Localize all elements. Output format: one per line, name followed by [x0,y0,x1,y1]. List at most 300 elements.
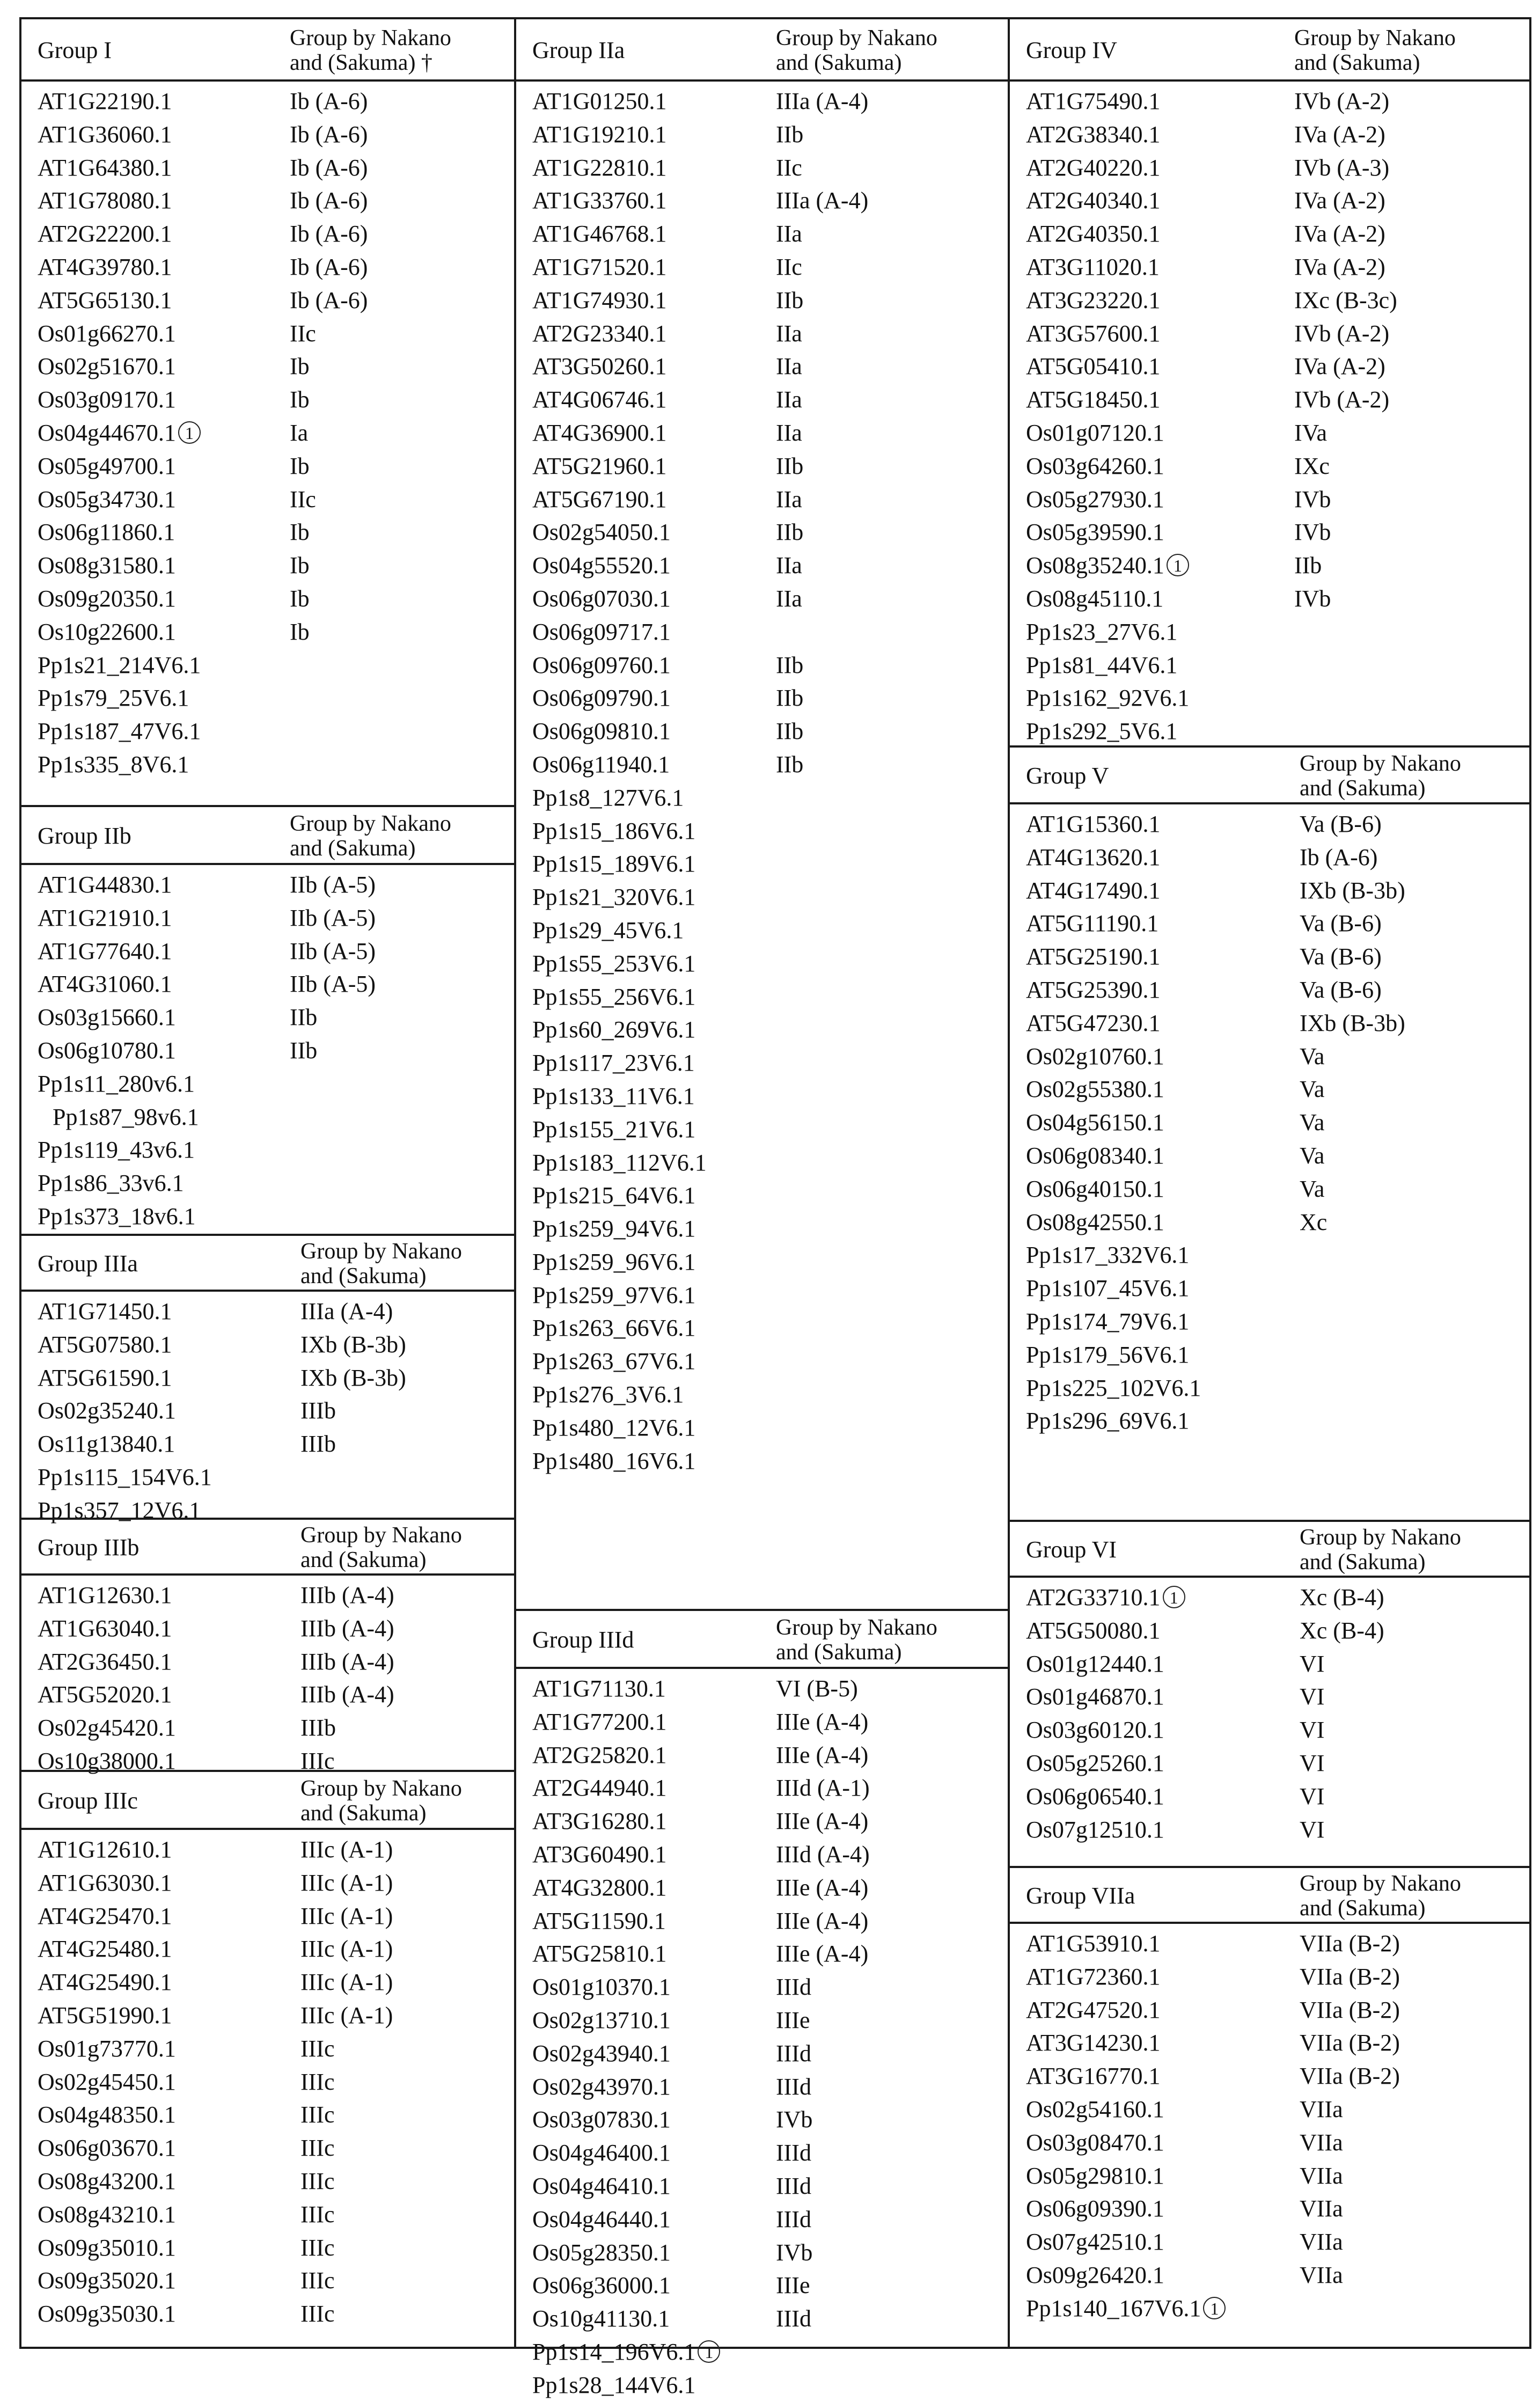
table-row [516,847,1008,881]
gene-id-text: AT3G11020.1 [1026,253,1160,280]
table-row [21,1167,514,1200]
table-row [516,1411,1008,1445]
group-rows [21,1830,514,2331]
gene-id-text: AT4G06746.1 [532,386,667,413]
column-header-nakano-sakuma [776,26,937,75]
table-row [1010,616,1531,649]
table-row [516,1080,1008,1113]
gene-id-text: AT1G21910.1 [38,904,172,931]
gene-id-text: Pp1s183_112V6.1 [532,1149,707,1176]
gene-id [1026,1139,1164,1173]
table-row [1010,1338,1531,1372]
table-row [1010,483,1531,516]
nakano-sakuma-group: IXc [1294,452,1330,479]
gene-id-text: Pp1s480_12V6.1 [532,1414,696,1441]
nakano-sakuma-group: IIIc [300,2068,335,2095]
group-rows [1010,1578,1531,1846]
column-header-nakano-sakuma [1300,1871,1461,1921]
gene-id [532,1771,667,1805]
nakano-sakuma-group: IIb [776,751,804,778]
gene-id [532,2236,671,2269]
table-row [516,450,1008,483]
gene-id-text: Pp1s263_66V6.1 [532,1315,696,1342]
nakano-sakuma-group: IIId (A-4) [776,1841,870,1868]
gene-id-text: Os06g06540.1 [1026,1783,1164,1810]
nakano-sakuma-group: IIIb [300,1431,336,1458]
column-header-line: and (Sakuma) † [290,50,432,75]
gene-id-text: AT5G65130.1 [38,287,172,313]
group-IIb-block [21,805,514,1233]
gene-id-text: Os06g09760.1 [532,651,671,678]
gene-id-text: Pp1s335_8V6.1 [38,751,189,778]
nakano-sakuma-group: IIIe (A-4) [776,1940,869,1967]
gene-id [38,2098,176,2132]
nakano-sakuma-group: IIIa (A-4) [776,187,869,214]
table-row [21,1579,514,1612]
column-header-nakano-sakuma [1294,26,1456,75]
table-row [516,815,1008,848]
gene-id [1026,2192,1164,2225]
nakano-sakuma-group: IIa [776,486,802,512]
table-row [516,151,1008,185]
gene-id [38,317,176,350]
gene-id-text: Pp1s179_56V6.1 [1026,1341,1190,1368]
gene-id [1026,841,1161,874]
gene-id-text: AT2G22200.1 [38,221,172,247]
gene-id [1026,808,1161,841]
gene-id-text: AT4G25470.1 [38,1902,172,1929]
gene-id [532,1871,667,1905]
gene-id-text: Os04g46400.1 [532,2140,671,2166]
nakano-sakuma-group: Ib (A-6) [290,88,368,114]
gene-id-text: Os09g35020.1 [38,2267,176,2294]
gene-id-text: AT4G39780.1 [38,253,172,280]
table-row [516,85,1008,118]
gene-id-text: AT1G01250.1 [532,88,667,114]
gene-id-text: Pp1s79_25V6.1 [38,685,189,712]
nakano-sakuma-group: IIIc [300,2267,335,2294]
group-header [1010,748,1531,804]
nakano-sakuma-group: VI [1300,1816,1325,1843]
gene-id-text: Pp1s60_269V6.1 [532,1016,696,1043]
gene-id-text: Pp1s17_332V6.1 [1026,1242,1190,1269]
table-row [516,184,1008,217]
table-row [516,1937,1008,1971]
gene-id-text: AT1G64380.1 [38,154,172,181]
table-row [516,317,1008,350]
gene-id [38,416,201,450]
gene-id-text: Pp1s14_196V6.1 [532,2338,696,2365]
gene-id [532,450,667,483]
gene-id-text: AT4G25490.1 [38,1969,172,1996]
table-row [1010,1647,1531,1681]
gene-id [532,85,667,118]
group-IIIc-block [21,1770,514,2331]
nakano-sakuma-group: IIIc [300,2167,335,2194]
nakano-sakuma-group: Ib (A-6) [290,154,368,181]
table-row [516,483,1008,516]
column-header-line: and (Sakuma) [300,1264,427,1288]
gene-id-text: Pp1s133_11V6.1 [532,1082,695,1109]
gene-id [38,2132,176,2165]
nakano-sakuma-group: IIb [776,287,804,313]
gene-id [1026,85,1161,118]
table-row [516,1113,1008,1146]
nakano-sakuma-group: Ib [290,452,310,479]
table-row [516,416,1008,450]
nakano-sakuma-group: Xc (B-4) [1300,1617,1384,1644]
table-row [516,350,1008,383]
table-row [516,1905,1008,1938]
group-rows [21,82,514,781]
table-row [21,1966,514,1999]
nakano-sakuma-group: Va (B-6) [1300,910,1382,937]
gene-id-text: Os08g45110.1 [1026,585,1164,612]
column-header-line: and (Sakuma) [300,1801,427,1826]
nakano-sakuma-group: Ib (A-6) [290,287,368,313]
gene-id [1026,1040,1164,1073]
gene-id [38,118,172,151]
gene-id-text: Pp1s263_67V6.1 [532,1348,696,1375]
table-row [1010,1007,1531,1040]
gene-id-text: Os03g64260.1 [1026,452,1164,479]
nakano-sakuma-group: IIa [776,386,802,413]
column-header-nakano-sakuma [300,1523,462,1572]
gene-id [532,1705,667,1739]
nakano-sakuma-group: VI [1300,1783,1325,1810]
gene-id [532,2335,720,2369]
group-title: Group IIb [38,823,131,849]
nakano-sakuma-group: IIId [776,2040,811,2067]
gene-id [38,1427,175,1461]
gene-id [38,1328,172,1361]
group-rows [21,865,514,1233]
nakano-sakuma-group: IIc [776,154,802,181]
gene-id-text: AT5G25390.1 [1026,976,1161,1003]
gene-id-text: Pp1s8_127V6.1 [532,784,684,811]
nakano-sakuma-group: VI [1300,1717,1325,1744]
table-row [516,2302,1008,2335]
table-row [1010,1581,1531,1614]
table-row [1010,1927,1531,1960]
gene-id [532,649,671,682]
table-row [1010,1106,1531,1139]
gene-id-text: Pp1s480_16V6.1 [532,1447,696,1474]
nakano-sakuma-group: IIIa (A-4) [776,88,869,114]
nakano-sakuma-group: IVb (A-2) [1294,88,1390,114]
gene-id-text: AT1G71520.1 [532,253,667,280]
gene-id [532,815,695,848]
table-row [1010,940,1531,973]
table-row [1010,549,1531,582]
table-row [21,902,514,935]
gene-id [532,1378,684,1411]
gene-id [1026,973,1161,1007]
gene-id [38,649,201,682]
gene-id [532,1080,695,1113]
table-row [1010,808,1531,841]
gene-id [38,184,172,217]
group-rows [1010,804,1531,1438]
nakano-sakuma-group: Ib (A-6) [290,221,368,247]
gene-id-text: Os02g54050.1 [532,519,671,546]
table-row [1010,1239,1531,1272]
gene-id-text: Os01g10370.1 [532,1974,671,2001]
gene-id-text: Pp1s259_97V6.1 [532,1281,696,1308]
table-row [21,1427,514,1461]
gene-id-text: AT1G63030.1 [38,1869,172,1896]
nakano-sakuma-group: IIc [776,253,802,280]
nakano-sakuma-group: IIb (A-5) [290,904,376,931]
gene-id-text: Os06g36000.1 [532,2272,671,2299]
table-row [1010,682,1531,715]
gene-id-text: Pp1s215_64V6.1 [532,1182,696,1209]
gene-id [38,902,172,935]
gene-id [1026,483,1164,516]
gene-id-text: AT1G44830.1 [38,872,172,898]
gene-id [532,217,667,251]
gene-id [1026,2159,1164,2193]
group-rows [1010,1924,1531,2325]
gene-id-text: Pp1s21_214V6.1 [38,651,201,678]
nakano-sakuma-group: VIIa [1300,2261,1343,2288]
gene-id-text: AT3G16280.1 [532,1808,667,1835]
table-row [516,1046,1008,1080]
nakano-sakuma-group: IIIc [300,2035,335,2062]
gene-id [532,980,695,1014]
gene-id [532,847,695,881]
group-IV-block [1010,19,1531,748]
gene-id [1026,2026,1161,2060]
gene-id-text: Pp1s11_280v6.1 [38,1070,195,1097]
table-row [516,2037,1008,2070]
gene-id-text: Os01g46870.1 [1026,1683,1164,1710]
table-row [1010,2192,1531,2225]
gene-id-text: AT3G60490.1 [532,1841,667,1868]
gene-id [38,1295,172,1328]
gene-id [532,1046,695,1080]
table-row [21,1866,514,1900]
gene-id-text: AT5G52020.1 [38,1681,172,1708]
gene-id [1026,2292,1226,2325]
gene-id [38,1678,172,1711]
table-row [516,1345,1008,1378]
nakano-sakuma-group: IIa [776,585,802,612]
gene-id-text: Os02g13710.1 [532,2006,671,2033]
gene-id [38,1645,172,1679]
gene-id-text: Os03g60120.1 [1026,1717,1164,1744]
gene-id [532,184,667,217]
gene-id [1026,383,1161,416]
table-row [1010,1206,1531,1239]
gene-id [532,1013,695,1046]
gene-id-text: Os08g31580.1 [38,552,176,579]
gene-id-text: Os02g10760.1 [1026,1043,1164,1070]
table-row [516,2335,1008,2369]
group-title: Group IIId [532,1627,634,1653]
group-header [21,1236,514,1292]
table-row [516,582,1008,616]
nakano-sakuma-group: Ib [290,618,310,645]
gene-id [38,383,176,416]
table-row [1010,1994,1531,2027]
nakano-sakuma-group: VIIa (B-2) [1300,1930,1400,1957]
gene-id [1026,516,1164,549]
gene-id [38,1999,172,2032]
gene-id [38,2165,176,2198]
nakano-sakuma-group: IIIe (A-4) [776,1907,869,1934]
table-row [1010,2225,1531,2259]
table-row [1010,516,1531,549]
nakano-sakuma-group: Va [1300,1076,1325,1103]
gene-id [1026,317,1161,350]
gene-id-text: Os06g07030.1 [532,585,671,612]
gene-id [532,2004,671,2037]
table-row [516,1739,1008,1772]
gene-id-text: Os02g35240.1 [38,1397,176,1424]
gene-id [1026,940,1161,973]
nakano-sakuma-group: IIIc [300,1747,335,1774]
nakano-sakuma-group: Ib [290,386,310,413]
nakano-sakuma-group: IIIc [300,2135,335,2162]
nakano-sakuma-group: IIIc (A-1) [300,2002,393,2028]
column-header-line: and (Sakuma) [290,836,416,861]
gene-id [1026,1206,1164,1239]
gene-id [532,1345,695,1378]
gene-id-text: AT2G47520.1 [1026,1996,1161,2023]
table-row [516,616,1008,649]
table-row [1010,251,1531,284]
table-row [516,2369,1008,2402]
gene-id-text: Os08g35240.1 [1026,552,1164,579]
nakano-sakuma-group: IIId [776,2172,811,2199]
table-row [1010,2126,1531,2159]
gene-id-text: Os06g03670.1 [38,2135,176,2162]
gene-id-text: Os04g46410.1 [532,2172,671,2199]
gene-id [532,2170,671,2203]
nakano-sakuma-group: IIIc [300,2234,335,2261]
nakano-sakuma-group: IIIe (A-4) [776,1741,869,1768]
gene-id [38,1394,176,1427]
group-title: Group IV [1026,37,1117,63]
group-title: Group VIIa [1026,1883,1135,1909]
gene-id [38,151,172,185]
table-row [1010,1713,1531,1747]
nakano-sakuma-group: Va [1300,1175,1325,1202]
gene-id-text: AT2G36450.1 [38,1648,172,1675]
gene-id-text: Pp1s55_256V6.1 [532,983,696,1010]
table-row [21,1101,514,1134]
nakano-sakuma-group: IIb [290,1004,318,1031]
gene-id-text: Pp1s296_69V6.1 [1026,1408,1190,1434]
gene-id [1026,582,1163,616]
nakano-sakuma-group: VIIa (B-2) [1300,1963,1400,1990]
gene-id-text: Os03g09170.1 [38,386,176,413]
gene-id-text: Pp1s21_320V6.1 [532,884,696,911]
gene-id [38,2066,176,2099]
gene-id [532,317,667,350]
table-row [21,1833,514,1866]
table-row [1010,2060,1531,2093]
gene-id-text: Pp1s86_33v6.1 [38,1170,184,1197]
gene-id-text: Os02g55380.1 [1026,1076,1164,1103]
gene-id-text: Pp1s259_94V6.1 [532,1215,696,1242]
gene-id [1026,1338,1189,1372]
table-row [516,118,1008,151]
nakano-sakuma-group: IIb [1294,552,1322,579]
table-row [516,1838,1008,1871]
gene-id [38,483,176,516]
gene-id-text: Os08g43210.1 [38,2201,176,2228]
nakano-sakuma-group: IVb [1294,519,1331,546]
gene-id [1026,1747,1164,1780]
nakano-sakuma-group: Ib (A-6) [290,253,368,280]
circled-one-marker-icon: 1 [178,421,201,444]
gene-id-text: Pp1s259_96V6.1 [532,1248,696,1275]
table-row [21,2198,514,2231]
column-header-line: and (Sakuma) [1300,776,1426,801]
gene-id-text: AT5G11190.1 [1026,910,1159,937]
gene-id [38,1361,172,1395]
table-row [516,1705,1008,1739]
gene-id [38,1133,195,1167]
gene-id [38,1966,172,1999]
gene-id [38,1833,172,1866]
gene-id [38,1461,212,1494]
table-row [516,1279,1008,1312]
gene-id [1026,616,1177,649]
gene-id [532,1937,667,1971]
gene-id-text: Pp1s15_186V6.1 [532,817,696,844]
table-row [21,1200,514,1233]
gene-group-table [19,17,1531,2398]
gene-id [532,2369,695,2402]
table-row [21,1328,514,1361]
gene-id [1026,1680,1164,1713]
nakano-sakuma-group: IIIe (A-4) [776,1874,869,1901]
gene-id [1026,2225,1164,2259]
nakano-sakuma-group: IIb (A-5) [290,872,376,898]
nakano-sakuma-group: Ib [290,519,310,546]
column-header-line: and (Sakuma) [1300,1550,1426,1575]
gene-id [38,1579,172,1612]
gene-id-text: Os09g35010.1 [38,2234,176,2261]
group-title: Group IIIb [38,1534,140,1561]
table-row [516,217,1008,251]
table-row [21,2066,514,2099]
gene-id-text: Os07g12510.1 [1026,1816,1164,1843]
nakano-sakuma-group: IIId [776,2206,811,2232]
gene-id [1026,251,1160,284]
gene-id-text: Os04g44670.1 [38,419,176,446]
gene-id [532,1312,695,1345]
gene-id [532,1246,695,1279]
nakano-sakuma-group: VI [1300,1683,1325,1710]
gene-id [38,217,172,251]
gene-id-text: Os05g28350.1 [532,2239,671,2266]
gene-id [38,715,201,748]
gene-id-text: Os06g10780.1 [38,1037,176,1064]
gene-id-text: Pp1s81_44V6.1 [1026,651,1178,678]
nakano-sakuma-group: IVb (A-2) [1294,320,1390,347]
group-header [1010,1868,1531,1924]
gene-id-text: AT1G75490.1 [1026,88,1161,114]
table-row [21,450,514,483]
gene-id [38,251,172,284]
circled-one-marker-icon: 1 [1203,2297,1226,2319]
nakano-sakuma-group: IIIa (A-4) [300,1298,393,1324]
table-row [21,2264,514,2297]
